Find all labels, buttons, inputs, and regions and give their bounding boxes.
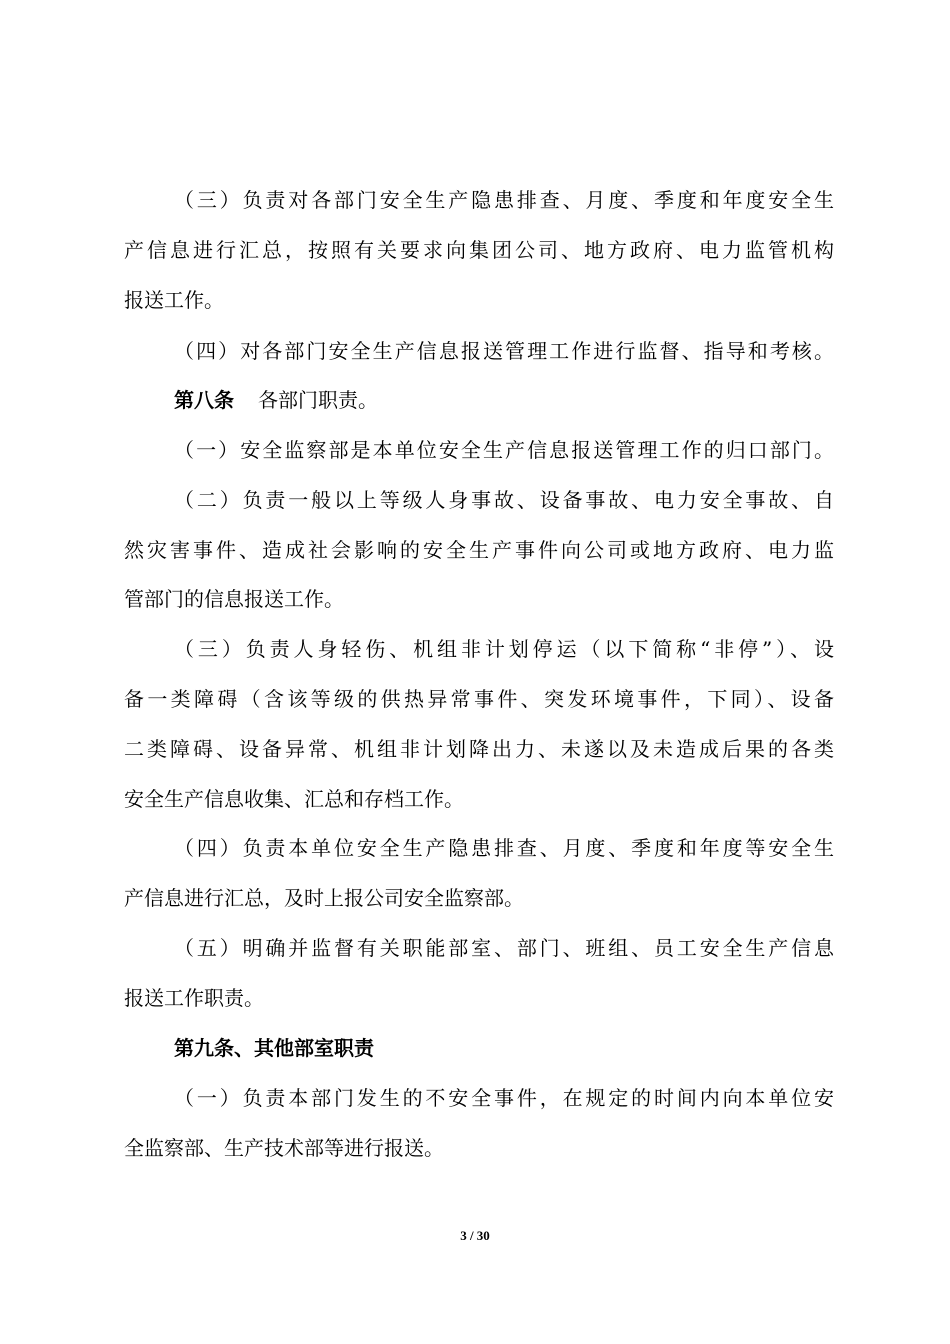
paragraph-line: 报送工作职责。 xyxy=(124,986,264,1010)
paragraph-line: （五）明确并监督有关职能部室、部门、班组、员工安全生产信息 xyxy=(174,936,834,960)
paragraph-line: 二类障碍、设备异常、机组非计划降出力、未遂以及未造成后果的各类 xyxy=(124,737,834,761)
paragraph-line: （一）负责本部门发生的不安全事件，在规定的时间内向本单位安 xyxy=(174,1086,834,1110)
article-heading xyxy=(174,385,834,415)
article-number: 第八条 xyxy=(174,388,234,412)
paragraph-line: （三）负责人身轻伤、机组非计划停运（以下简称“非停”）、设 xyxy=(174,637,834,661)
paragraph-line: （四）对各部门安全生产信息报送管理工作进行监督、指导和考核。 xyxy=(174,339,834,363)
paragraph-line: 备一类障碍（含该等级的供热异常事件、突发环境事件，下同）、设备 xyxy=(124,687,834,711)
paragraph-line: （二）负责一般以上等级人身事故、设备事故、电力安全事故、自 xyxy=(174,488,834,512)
paragraph-line: 产信息进行汇总，按照有关要求向集团公司、地方政府、电力监管机构 xyxy=(124,238,834,262)
article-heading: 第九条、其他部室职责 xyxy=(174,1036,374,1060)
paragraph-line: （三）负责对各部门安全生产隐患排查、月度、季度和年度安全生 xyxy=(174,188,834,212)
paragraph-line: （一）安全监察部是本单位安全生产信息报送管理工作的归口部门。 xyxy=(174,438,834,462)
article-title-text: 各部门职责。 xyxy=(258,388,378,412)
paragraph-line: （四）负责本单位安全生产隐患排查、月度、季度和年度等安全生 xyxy=(174,836,834,860)
paragraph-line: 产信息进行汇总，及时上报公司安全监察部。 xyxy=(124,886,524,910)
paragraph-line: 管部门的信息报送工作。 xyxy=(124,587,344,611)
page-number: 3 / 30 xyxy=(460,1228,490,1243)
paragraph-line: 报送工作。 xyxy=(124,288,224,312)
paragraph-line: 然灾害事件、造成社会影响的安全生产事件向公司或地方政府、电力监 xyxy=(124,538,834,562)
paragraph-line: 安全生产信息收集、汇总和存档工作。 xyxy=(124,787,464,811)
paragraph-line: 全监察部、生产技术部等进行报送。 xyxy=(124,1136,444,1160)
